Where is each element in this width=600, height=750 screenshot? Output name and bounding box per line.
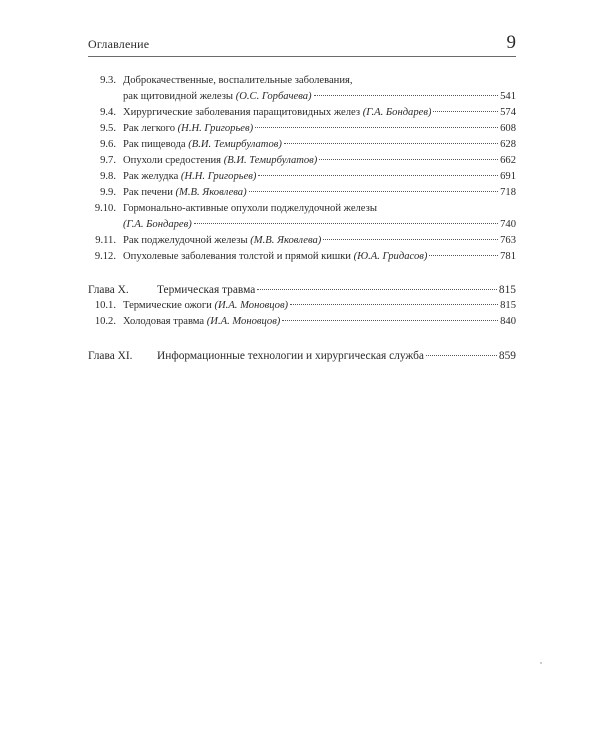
- section-number: 9.9.: [100, 187, 116, 198]
- section-title-text: Термические ожоги: [123, 300, 215, 311]
- toc-entry: [88, 314, 516, 330]
- section-page: 691: [500, 171, 516, 182]
- section-author: (Ю.А. Гридасов): [353, 251, 428, 262]
- leader-dots: [257, 289, 497, 290]
- section-author: (И.А. Моновцов): [214, 300, 289, 311]
- section-title: [123, 185, 247, 201]
- running-header-title: Оглавление: [88, 37, 150, 51]
- section-page: 718: [500, 187, 516, 198]
- section-title: [123, 233, 321, 249]
- section-title-text: Рак печени: [123, 187, 176, 198]
- section-number: 9.8.: [100, 171, 116, 182]
- toc-chapter-11: [88, 348, 516, 364]
- section-author: (В.И. Темирбулатов): [223, 155, 318, 166]
- chapter-number: Глава XI.: [88, 350, 133, 362]
- section-title: [123, 298, 288, 314]
- chapter-number: Глава X.: [88, 284, 129, 296]
- section-page: 541: [500, 91, 516, 102]
- section-author: (Н.Н. Григорьев): [180, 171, 257, 182]
- leader-dots: [323, 239, 498, 240]
- toc-entry: [88, 233, 516, 249]
- section-title-text: Опухоли средостения: [123, 155, 224, 166]
- leader-dots: [319, 159, 498, 160]
- section-page: 815: [500, 300, 516, 311]
- toc-entry: [88, 137, 516, 153]
- toc-entry: [88, 217, 516, 233]
- section-number: 9.6.: [100, 139, 116, 150]
- leader-dots: [290, 304, 498, 305]
- section-number: 10.1.: [94, 300, 116, 311]
- toc-entry: [88, 249, 516, 265]
- section-title-text: Рак желудка: [123, 171, 181, 182]
- chapter-9-sections: [88, 73, 516, 265]
- section-author: (Г.А. Бондарев): [362, 107, 432, 118]
- section-page: 763: [500, 235, 516, 246]
- chapter-page: 815: [498, 284, 516, 296]
- scan-speck: [540, 662, 542, 664]
- section-number: 9.4.: [100, 107, 116, 118]
- section-author: (Г.А. Бондарев): [123, 219, 192, 230]
- running-header: [88, 30, 516, 57]
- section-title-text: рак щитовидной железы: [123, 91, 236, 102]
- section-title: [123, 153, 317, 169]
- section-author: (В.И. Темирбулатов): [188, 139, 282, 150]
- toc-entry: [88, 169, 516, 185]
- section-page: 662: [500, 155, 516, 166]
- toc-entry: [88, 121, 516, 137]
- leader-dots: [314, 95, 499, 96]
- section-title: [123, 201, 377, 217]
- section-page: 608: [500, 123, 516, 134]
- leader-dots: [433, 111, 498, 112]
- section-title-text: Рак пищевода: [123, 139, 189, 150]
- section-title: [123, 121, 253, 137]
- section-author: (И.А. Моновцов): [206, 316, 281, 327]
- toc-entry: [88, 201, 516, 217]
- leader-dots: [255, 127, 498, 128]
- section-page: 574: [500, 107, 516, 118]
- section-title-text: Гормонально-активные опухоли поджелудочной железы: [123, 203, 377, 214]
- leader-dots: [194, 223, 498, 224]
- section-page: 628: [500, 139, 516, 150]
- section-title: [123, 73, 353, 89]
- section-title-text: Опухолевые заболевания толстой и прямой кишки: [123, 251, 354, 262]
- toc-entry: [88, 298, 516, 314]
- section-title: [123, 169, 256, 185]
- section-title: [123, 217, 192, 233]
- toc-entry: [88, 89, 516, 105]
- section-number: 9.5.: [100, 123, 116, 134]
- section-title: [123, 137, 282, 153]
- toc-entry: [88, 153, 516, 169]
- chapter-title: Термическая травма: [157, 284, 256, 296]
- section-author: (М.В. Яковлева): [250, 235, 322, 246]
- page-number: 9: [506, 32, 516, 53]
- section-title-text: Рак поджелудочной железы: [123, 235, 251, 246]
- section-author: (Н.Н. Григорьев): [177, 123, 254, 134]
- leader-dots: [282, 320, 498, 321]
- section-title-text: Доброкачественные, воспалительные заболевания,: [123, 75, 353, 86]
- leader-dots: [249, 191, 498, 192]
- section-author: (О.С. Горбачева): [235, 91, 312, 102]
- section-number: 9.10.: [94, 203, 116, 214]
- section-page: 840: [500, 316, 516, 327]
- leader-dots: [258, 175, 498, 176]
- section-title: [123, 105, 431, 121]
- leader-dots: [429, 255, 498, 256]
- section-number: 10.2.: [94, 316, 116, 327]
- chapter-10-sections: [88, 298, 516, 330]
- section-number: 9.12.: [94, 251, 116, 262]
- section-title: [123, 314, 280, 330]
- section-number: 9.11.: [95, 235, 116, 246]
- section-number: 9.7.: [100, 155, 116, 166]
- section-author: (М.В. Яковлева): [175, 187, 247, 198]
- table-of-contents: [88, 73, 516, 364]
- section-title: [123, 249, 427, 265]
- section-title: [123, 89, 312, 105]
- chapter-title: Информационные технологии и хирургическая служба: [157, 350, 424, 362]
- section-page: 781: [500, 251, 516, 262]
- toc-entry: [88, 73, 516, 89]
- section-title-text: Рак легкого: [123, 123, 178, 134]
- section-title-text: Холодовая травма: [123, 316, 207, 327]
- section-title-text: Хирургические заболевания паращитовидных желез: [123, 107, 363, 118]
- toc-chapter-10: [88, 282, 516, 298]
- chapter-page: 859: [498, 350, 516, 362]
- toc-entry: [88, 185, 516, 201]
- section-page: 740: [500, 219, 516, 230]
- leader-dots: [426, 355, 497, 356]
- section-number: 9.3.: [100, 75, 116, 86]
- leader-dots: [284, 143, 498, 144]
- toc-entry: [88, 105, 516, 121]
